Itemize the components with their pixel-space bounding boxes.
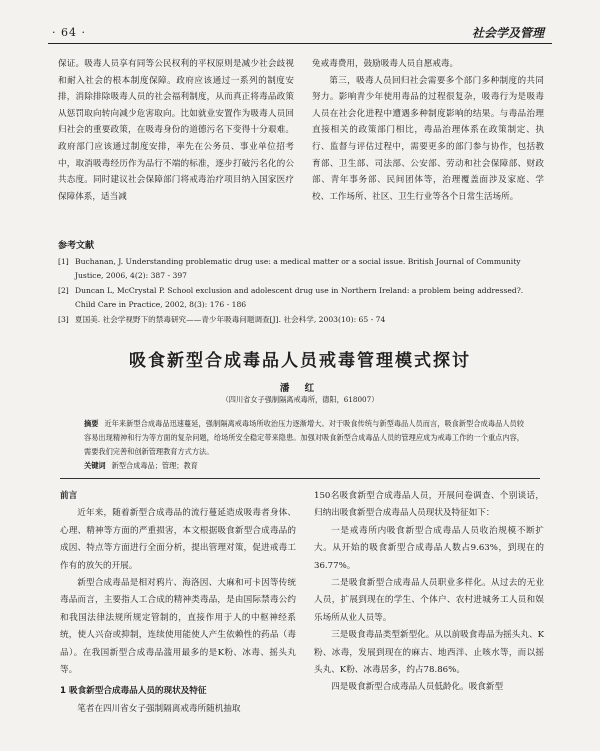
body-right-column bbox=[314, 488, 544, 697]
keywords-label: 关键词 bbox=[84, 461, 106, 470]
reference-text: Buchanan, J. Understanding problematic drug use: a medical matter or a social issue. British Journal of Community Justice, 2006, 4(2): 387 - 397 bbox=[75, 257, 521, 281]
paragraph: 150名吸食新型合成毒品人员，开展问卷调查、个别谈话，归纳出吸食新型合成毒品人员现状及特征如下： bbox=[314, 491, 544, 519]
keywords bbox=[84, 461, 198, 471]
paragraph: 二是吸食新型合成毒品人员职业多样化。从过去的无业人员，扩展到现在的学生、个体户、农村进城务工人员和娱乐场所从业人员等。 bbox=[314, 578, 544, 623]
reference-number: [2] bbox=[58, 285, 69, 295]
header-rule bbox=[48, 43, 552, 44]
paragraph: 一是戒毒所内吸食新型合成毒品人员收治规模不断扩大。从开始的吸食新型合成毒品人数占9.63%，到现在的36.77%。 bbox=[314, 525, 544, 571]
author-affiliation: （四川省女子强制隔离戒毒所，德阳，618007） bbox=[221, 395, 379, 404]
abstract-label: 摘要 bbox=[84, 419, 99, 428]
reference-text: 夏国美. 社会学视野下的禁毒研究——青少年吸毒问题调查[J]. 社会科学, 2003(10): 65 - 74 bbox=[75, 314, 386, 324]
paragraph: 笔者在四川省女子强制隔离戒毒所随机抽取 bbox=[77, 703, 241, 714]
references-title: 参考文献 bbox=[58, 241, 95, 251]
article-title: 吸食新型合成毒品人员戒毒管理模式探讨 bbox=[129, 351, 471, 371]
paragraph: 新型合成毒品是相对鸦片、海洛因、大麻和可卡因等传统毒品而言，主要指人工合成的精神类毒品，是由国际禁毒公约和我国法律法规所规定管制的，直接作用于人的中枢神经系统，使人兴奋或抑制，连续使用能使人产生依赖性的药品（毒品）。在我国新型合成毒品滥用最多的是K粉、冰毒、摇头丸等。 bbox=[60, 578, 296, 676]
paragraph: 四是吸食新型合成毒品人员低龄化。吸食新型 bbox=[331, 682, 504, 693]
abstract-divider bbox=[60, 478, 540, 479]
abstract bbox=[84, 417, 524, 460]
journal-name: 社会学及管理 bbox=[471, 26, 544, 40]
keywords-text: 新型合成毒品；管理；教育 bbox=[111, 461, 198, 470]
reference-item bbox=[58, 284, 546, 313]
abstract-text: 近年来新型合成毒品迅速蔓延，强制隔离戒毒场所收治压力逐渐增大。对于吸食传统与新型毒品人员而言，吸食新型合成毒品人员较容易出现精神和行为等方面的复杂问题，给场所安全稳定带来隐患。加强对吸食新型合成毒品人员的管理应成为戒毒工作的一个重点内容，需要我们完善和创新管理教育方式方法。 bbox=[84, 419, 524, 457]
reference-number: [1] bbox=[58, 257, 69, 266]
reference-text: Duncan L, McCrystal P. School exclusion and adolescent drug use in Northern Ireland: a problem being addressed?. Child Care in Practice, 2002, 8(3): 176 - 186 bbox=[75, 285, 524, 310]
paragraph: 第三，吸毒人员回归社会需要多个部门多种制度的共同努力。影响青少年使用毒品的过程很复杂，吸毒行为是吸毒人员在社会化进程中遭遇多种制度影响的结果。与毒品治理直接相关的政策部门相比，毒品治理体系在政策制定、执行、监督与评估过程中，需要更多的部门参与协作，包括教育部、卫生部、司法部、公安部、劳动和社会保障部、财政部、青年事务部、民间团体等，治理覆盖面涉及家庭、学校、工作场所、社区、卫生行业等各个日常生活场所。 bbox=[312, 75, 544, 202]
paragraph: 三是吸食毒品类型新型化。从以前吸食毒品为摇头丸、K粉、冰毒，发展到现在的麻古、地西泮、止咳水等，而以摇头丸、K粉、冰毒居多，约占78.86%。 bbox=[314, 630, 544, 676]
section-heading: 1 吸食新型合成毒品人员的现状及特征 bbox=[60, 686, 207, 697]
article-author: 潘 红 bbox=[279, 383, 321, 394]
references-list bbox=[58, 255, 546, 327]
top-left-column bbox=[58, 56, 294, 205]
reference-item bbox=[58, 255, 546, 284]
reference-number: [3] bbox=[58, 314, 69, 324]
reference-item bbox=[58, 313, 546, 327]
top-right-column bbox=[312, 56, 544, 205]
body-left-column bbox=[60, 488, 296, 718]
section-heading: 前言 bbox=[60, 491, 78, 501]
paragraph: 免戒毒费用，鼓励吸毒人员自愿戒毒。 bbox=[312, 59, 459, 69]
paragraph: 保证。吸毒人员享有同等公民权利的平权原则是减少社会歧视和耐入社会的根本制度保障。政府应该通过一系列的制度安排，消除排除吸毒人员的社会福利制度，从而真正将毒品政策从惩罚取向转向减少危害取向。比如就业安置作为吸毒人员回归社会的重要政策，在吸毒身份的道德污名下变得十分艰难。政府部门应该通过制度安排，率先在公务员、事业单位招考中，取消吸毒经历作为品行不端的标准，逐步打破污名化的公共态度。同时建议社会保障部门将戒毒治疗项目纳入国家医疗保障体系，适当减 bbox=[58, 59, 294, 202]
page-number: · 64 · bbox=[52, 26, 86, 39]
paragraph: 近年来，随着新型合成毒品的流行蔓延造成吸毒者身体、心理、精神等方面的严重损害，本文根据吸食新型合成毒品的成因、特点等方面进行全面分析，提出管理对策，促进戒毒工作有的放矢的开展。 bbox=[60, 508, 296, 571]
